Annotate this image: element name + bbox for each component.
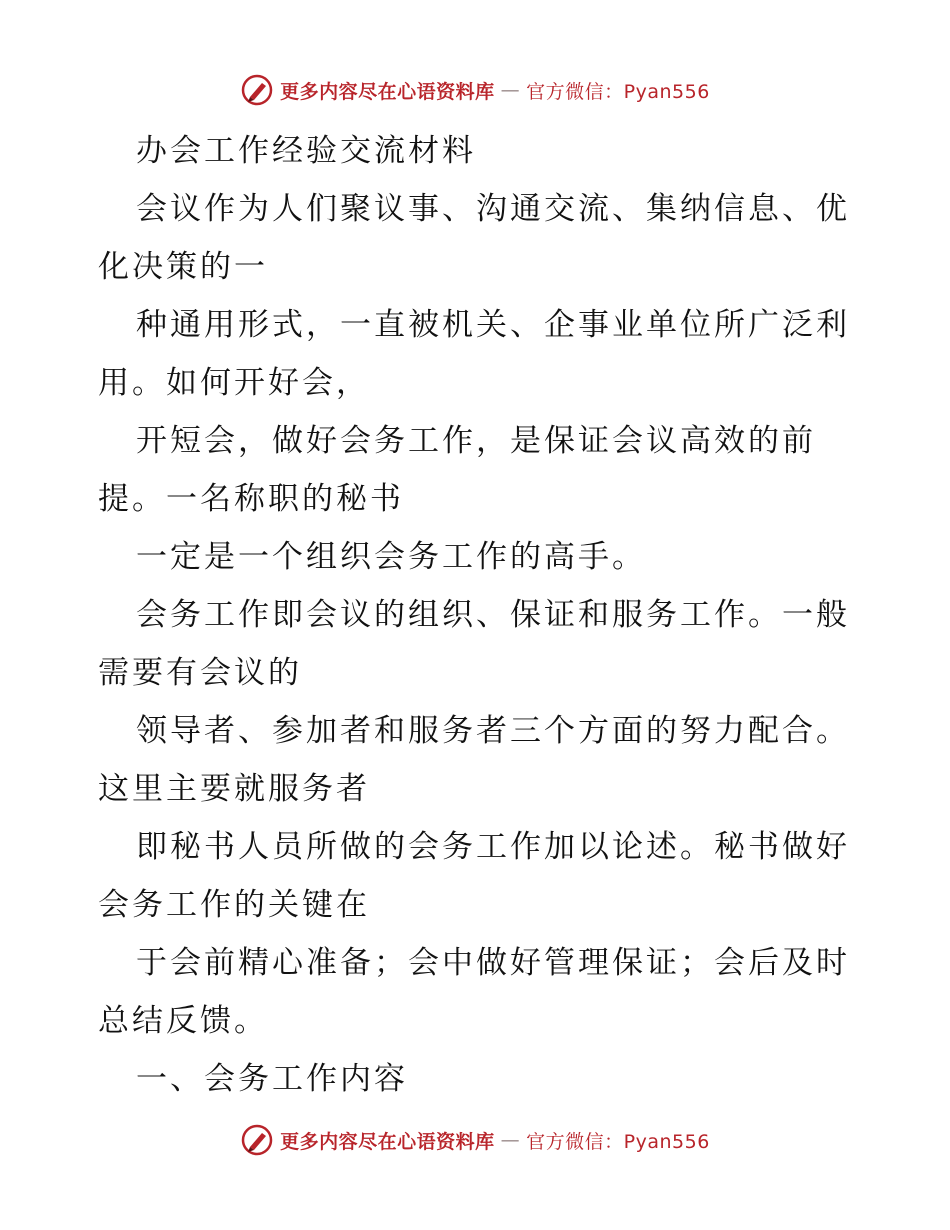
pen-logo-icon (240, 1123, 274, 1157)
text-line: 种通用形式，一直被机关、企事业单位所广泛利 (136, 307, 850, 343)
text-line: 用。如何开好会， (98, 365, 370, 401)
text-line: 化决策的一 (98, 249, 268, 285)
text-line: 会议作为人们聚议事、沟通交流、集纳信息、优 (136, 191, 850, 227)
header-banner (0, 70, 950, 110)
section-heading: 一、会务工作内容 (136, 1061, 408, 1097)
document-title: 办会工作经验交流材料 (136, 133, 476, 169)
banner-separator: — (500, 1129, 521, 1151)
text-line: 这里主要就服务者 (98, 771, 370, 807)
footer-banner-inner (240, 1123, 710, 1157)
text-line: 开短会，做好会务工作，是保证会议高效的前 (136, 423, 816, 459)
text-line: 总结反馈。 (98, 1003, 268, 1039)
text-line: 于会前精心准备；会中做好管理保证；会后及时 (136, 945, 850, 981)
text-line: 一定是一个组织会务工作的高手。 (136, 539, 646, 575)
text-line: 会务工作的关键在 (98, 887, 370, 923)
banner-main-text: 更多内容尽在心语资料库 (280, 1130, 495, 1153)
text-line: 提。一名称职的秘书 (98, 481, 404, 517)
pen-logo-icon (240, 73, 274, 107)
text-line: 即秘书人员所做的会务工作加以论述。秘书做好 (136, 829, 850, 865)
footer-banner (0, 1120, 950, 1160)
document-body (98, 122, 858, 1108)
text-line: 领导者、参加者和服务者三个方面的努力配合。 (136, 713, 850, 749)
banner-wechat-text: 官方微信：Pyan556 (526, 1130, 710, 1153)
banner-separator: — (500, 79, 521, 101)
header-banner-inner (240, 73, 710, 107)
text-line: 需要有会议的 (98, 655, 302, 691)
text-line: 会务工作即会议的组织、保证和服务工作。一般 (136, 597, 850, 633)
banner-main-text: 更多内容尽在心语资料库 (280, 80, 495, 103)
banner-wechat-text: 官方微信：Pyan556 (526, 80, 710, 103)
